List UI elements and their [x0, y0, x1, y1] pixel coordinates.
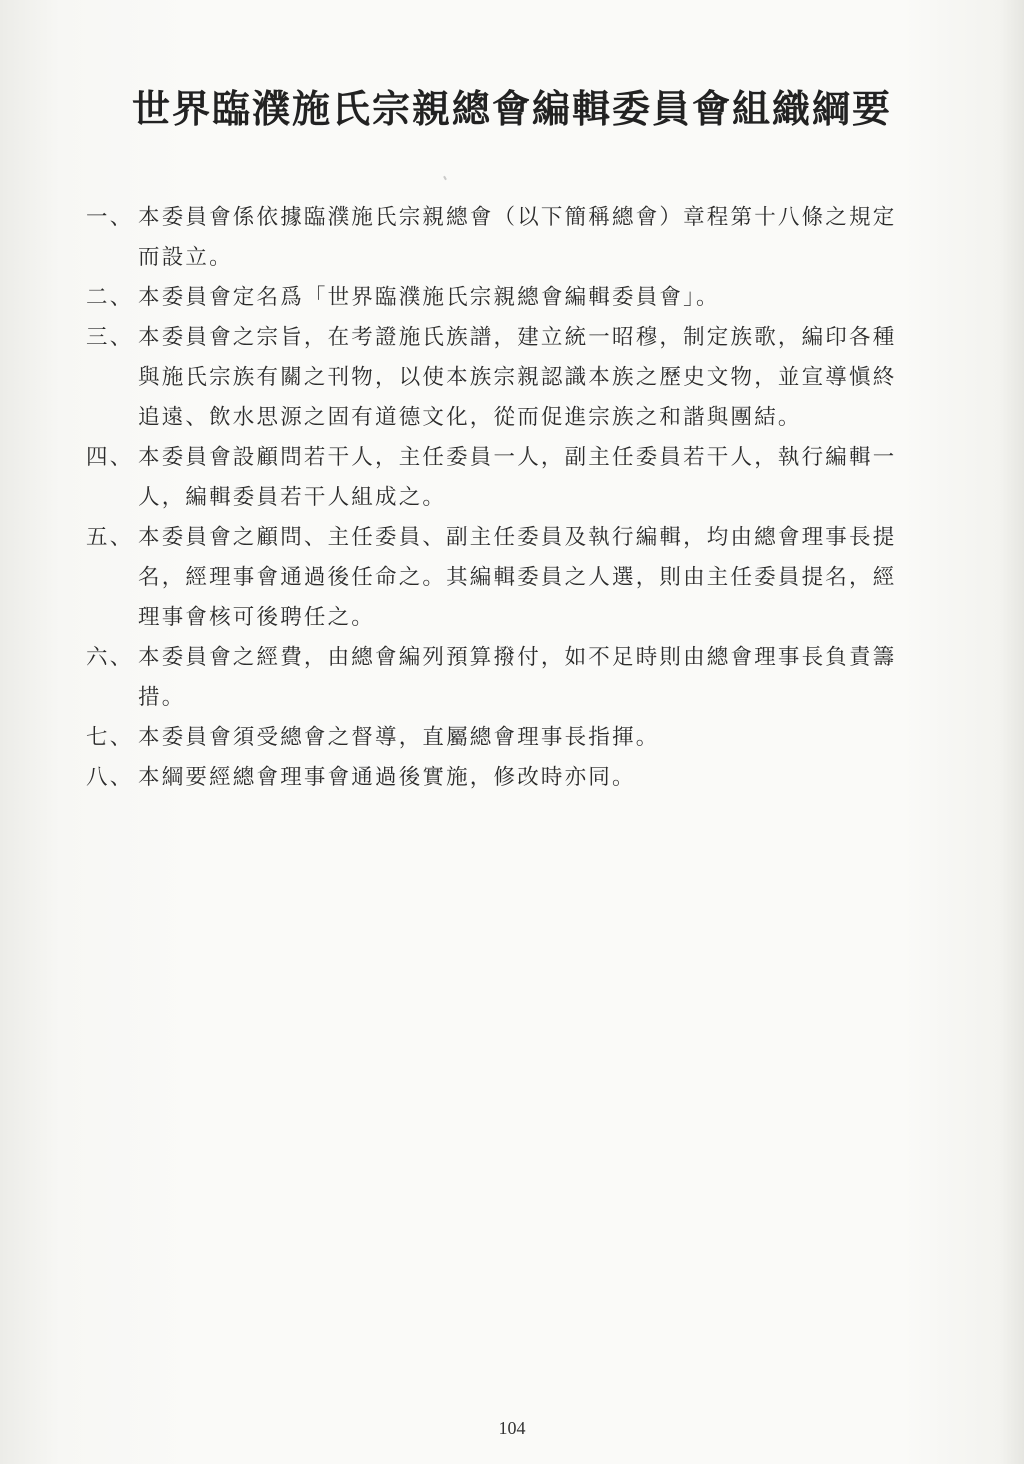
- article-item: [86, 318, 986, 438]
- article-item: [86, 518, 986, 638]
- page-title: 世界臨濮施氏宗親總會編輯委員會組織綱要: [131, 87, 892, 131]
- article-text-line: 名，經理事會通過後任命之。其編輯委員之人選，則由主任委員提名，經: [138, 565, 897, 590]
- article-item: [86, 438, 986, 518]
- article-text-line: 本委員會定名爲「世界臨濮施氏宗親總會編輯委員會」。: [138, 285, 720, 310]
- article-number: 一、: [86, 205, 134, 230]
- article-text-line: 追遠、飲水思源之固有道德文化，從而促進宗族之和諧與團結。: [138, 405, 802, 430]
- article-item: [86, 278, 986, 318]
- article-text-line: 本委員會係依據臨濮施氏宗親總會（以下簡稱總會）章程第十八條之規定: [138, 205, 897, 230]
- article-number: 七、: [86, 725, 134, 750]
- article-text-line: 本綱要經總會理事會通過後實施，修改時亦同。: [138, 765, 636, 790]
- article-text-line: 本委員會之顧問、主任委員、副主任委員及執行編輯，均由總會理事長提: [138, 525, 897, 550]
- article-text-line: 本委員會之經費，由總會編列預算撥付，如不足時則由總會理事長負責籌: [138, 645, 897, 670]
- article-text-line: 本委員會之宗旨，在考證施氏族譜，建立統一昭穆，制定族歌，編印各種: [138, 325, 897, 350]
- article-text-line: 理事會核可後聘任之。: [138, 605, 376, 630]
- page-number: 104: [498, 1418, 526, 1438]
- article-number: 六、: [86, 645, 134, 670]
- article-item: [86, 718, 986, 758]
- article-text-line: 措。: [138, 685, 186, 710]
- article-text-line: 與施氏宗族有關之刊物，以使本族宗親認識本族之歷史文物，並宣導愼終: [138, 365, 897, 390]
- article-number: 五、: [86, 525, 134, 550]
- scan-speck: [443, 176, 447, 180]
- article-number: 四、: [86, 445, 134, 470]
- article-item: [86, 198, 986, 278]
- article-text-line: 人，編輯委員若干人組成之。: [138, 485, 447, 510]
- article-text-line: 而設立。: [138, 245, 233, 270]
- article-item: [86, 758, 986, 798]
- article-number: 八、: [86, 765, 134, 790]
- article-text-line: 本委員會須受總會之督導，直屬總會理事長指揮。: [138, 725, 660, 750]
- article-number: 三、: [86, 325, 134, 350]
- article-number: 二、: [86, 285, 134, 310]
- article-text-line: 本委員會設顧問若干人，主任委員一人，副主任委員若干人，執行編輯一: [138, 445, 897, 470]
- article-list: [86, 198, 986, 798]
- article-item: [86, 638, 986, 718]
